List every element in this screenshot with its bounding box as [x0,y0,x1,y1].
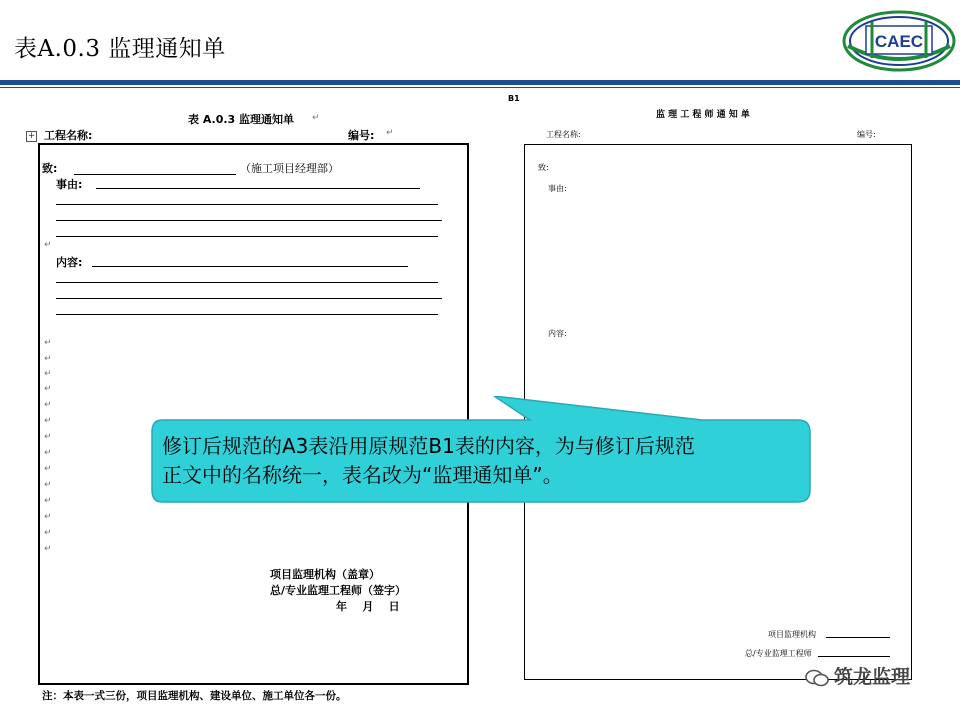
callout-line-2: 正文中的名称统一，表名改为“监理通知单”。 [162,463,563,487]
right-signature-engineer: 总/专业监理工程师 [745,649,812,658]
paragraph-mark: ↵ [44,338,52,348]
content-underline [56,314,438,315]
slide-title: 表A.0.3 监理通知单 [14,36,226,62]
reason-underline [96,188,420,189]
paragraph-mark: ↵ [44,240,52,250]
left-to-label: 致: [42,162,58,175]
caec-logo [842,10,956,72]
chat-bubbles-icon [804,668,830,688]
signature-underline [818,656,890,657]
right-to-label: 致: [538,163,549,172]
paragraph-mark: ↵ [312,113,320,123]
right-content-label: 内容: [548,329,567,338]
callout-text [162,432,802,490]
paragraph-mark: ↵ [44,384,52,394]
left-signature-date: 年 月 日 [336,600,400,613]
paragraph-mark: ↵ [44,512,52,522]
paragraph-mark: ↵ [44,464,52,474]
to-underline [74,174,236,175]
reason-underline [56,236,438,237]
left-signature-org: 项目监理机构（盖章） [270,568,380,581]
paragraph-mark: ↵ [44,496,52,506]
reason-underline [56,204,438,205]
right-number-label: 编号: [857,130,876,139]
paragraph-mark: ↵ [44,354,52,364]
left-form-note: 注：本表一式三份，项目监理机构、建设单位、施工单位各一份。 [42,690,347,702]
paragraph-mark: ↵ [44,528,52,538]
right-form-code: B1 [508,94,520,103]
left-reason-label: 事由: [56,178,83,191]
left-table-title: 表 A.0.3 监理通知单 [188,113,295,126]
right-table-title: 监 理 工 程 师 通 知 单 [656,110,750,120]
watermark-text: 筑龙监理 [834,666,911,688]
right-signature-org: 项目监理机构 [768,630,816,639]
logo-text: CAEC [874,32,924,51]
left-signature-engineer: 总/专业监理工程师（签字） [270,584,407,597]
callout-line-1: 修订后规范的A3表沿用原规范B1表的内容，为与修订后规范 [162,434,695,458]
content-underline [56,282,438,283]
left-project-name-label: 工程名称: [44,129,93,142]
paragraph-mark: ↵ [386,128,394,138]
header-rule-thick [0,80,960,85]
signature-underline [826,637,890,638]
left-number-label: 编号: [348,129,375,142]
paragraph-mark: ↵ [44,432,52,442]
left-content-label: 内容: [56,256,83,269]
left-to-suffix: （施工项目经理部） [240,162,339,175]
table-move-handle[interactable]: + [27,131,36,141]
paragraph-mark: ↵ [44,544,52,554]
paragraph-mark: ↵ [44,369,52,379]
paragraph-mark: ↵ [44,416,52,426]
right-project-name-label: 工程名称: [546,130,581,139]
paragraph-mark: ↵ [44,448,52,458]
content-underline [92,266,408,267]
reason-underline [56,220,442,221]
header-rule-thin [0,87,960,88]
content-underline [56,298,442,299]
paragraph-mark: ↵ [44,400,52,410]
right-reason-label: 事由: [548,184,567,193]
paragraph-mark: ↵ [44,480,52,490]
